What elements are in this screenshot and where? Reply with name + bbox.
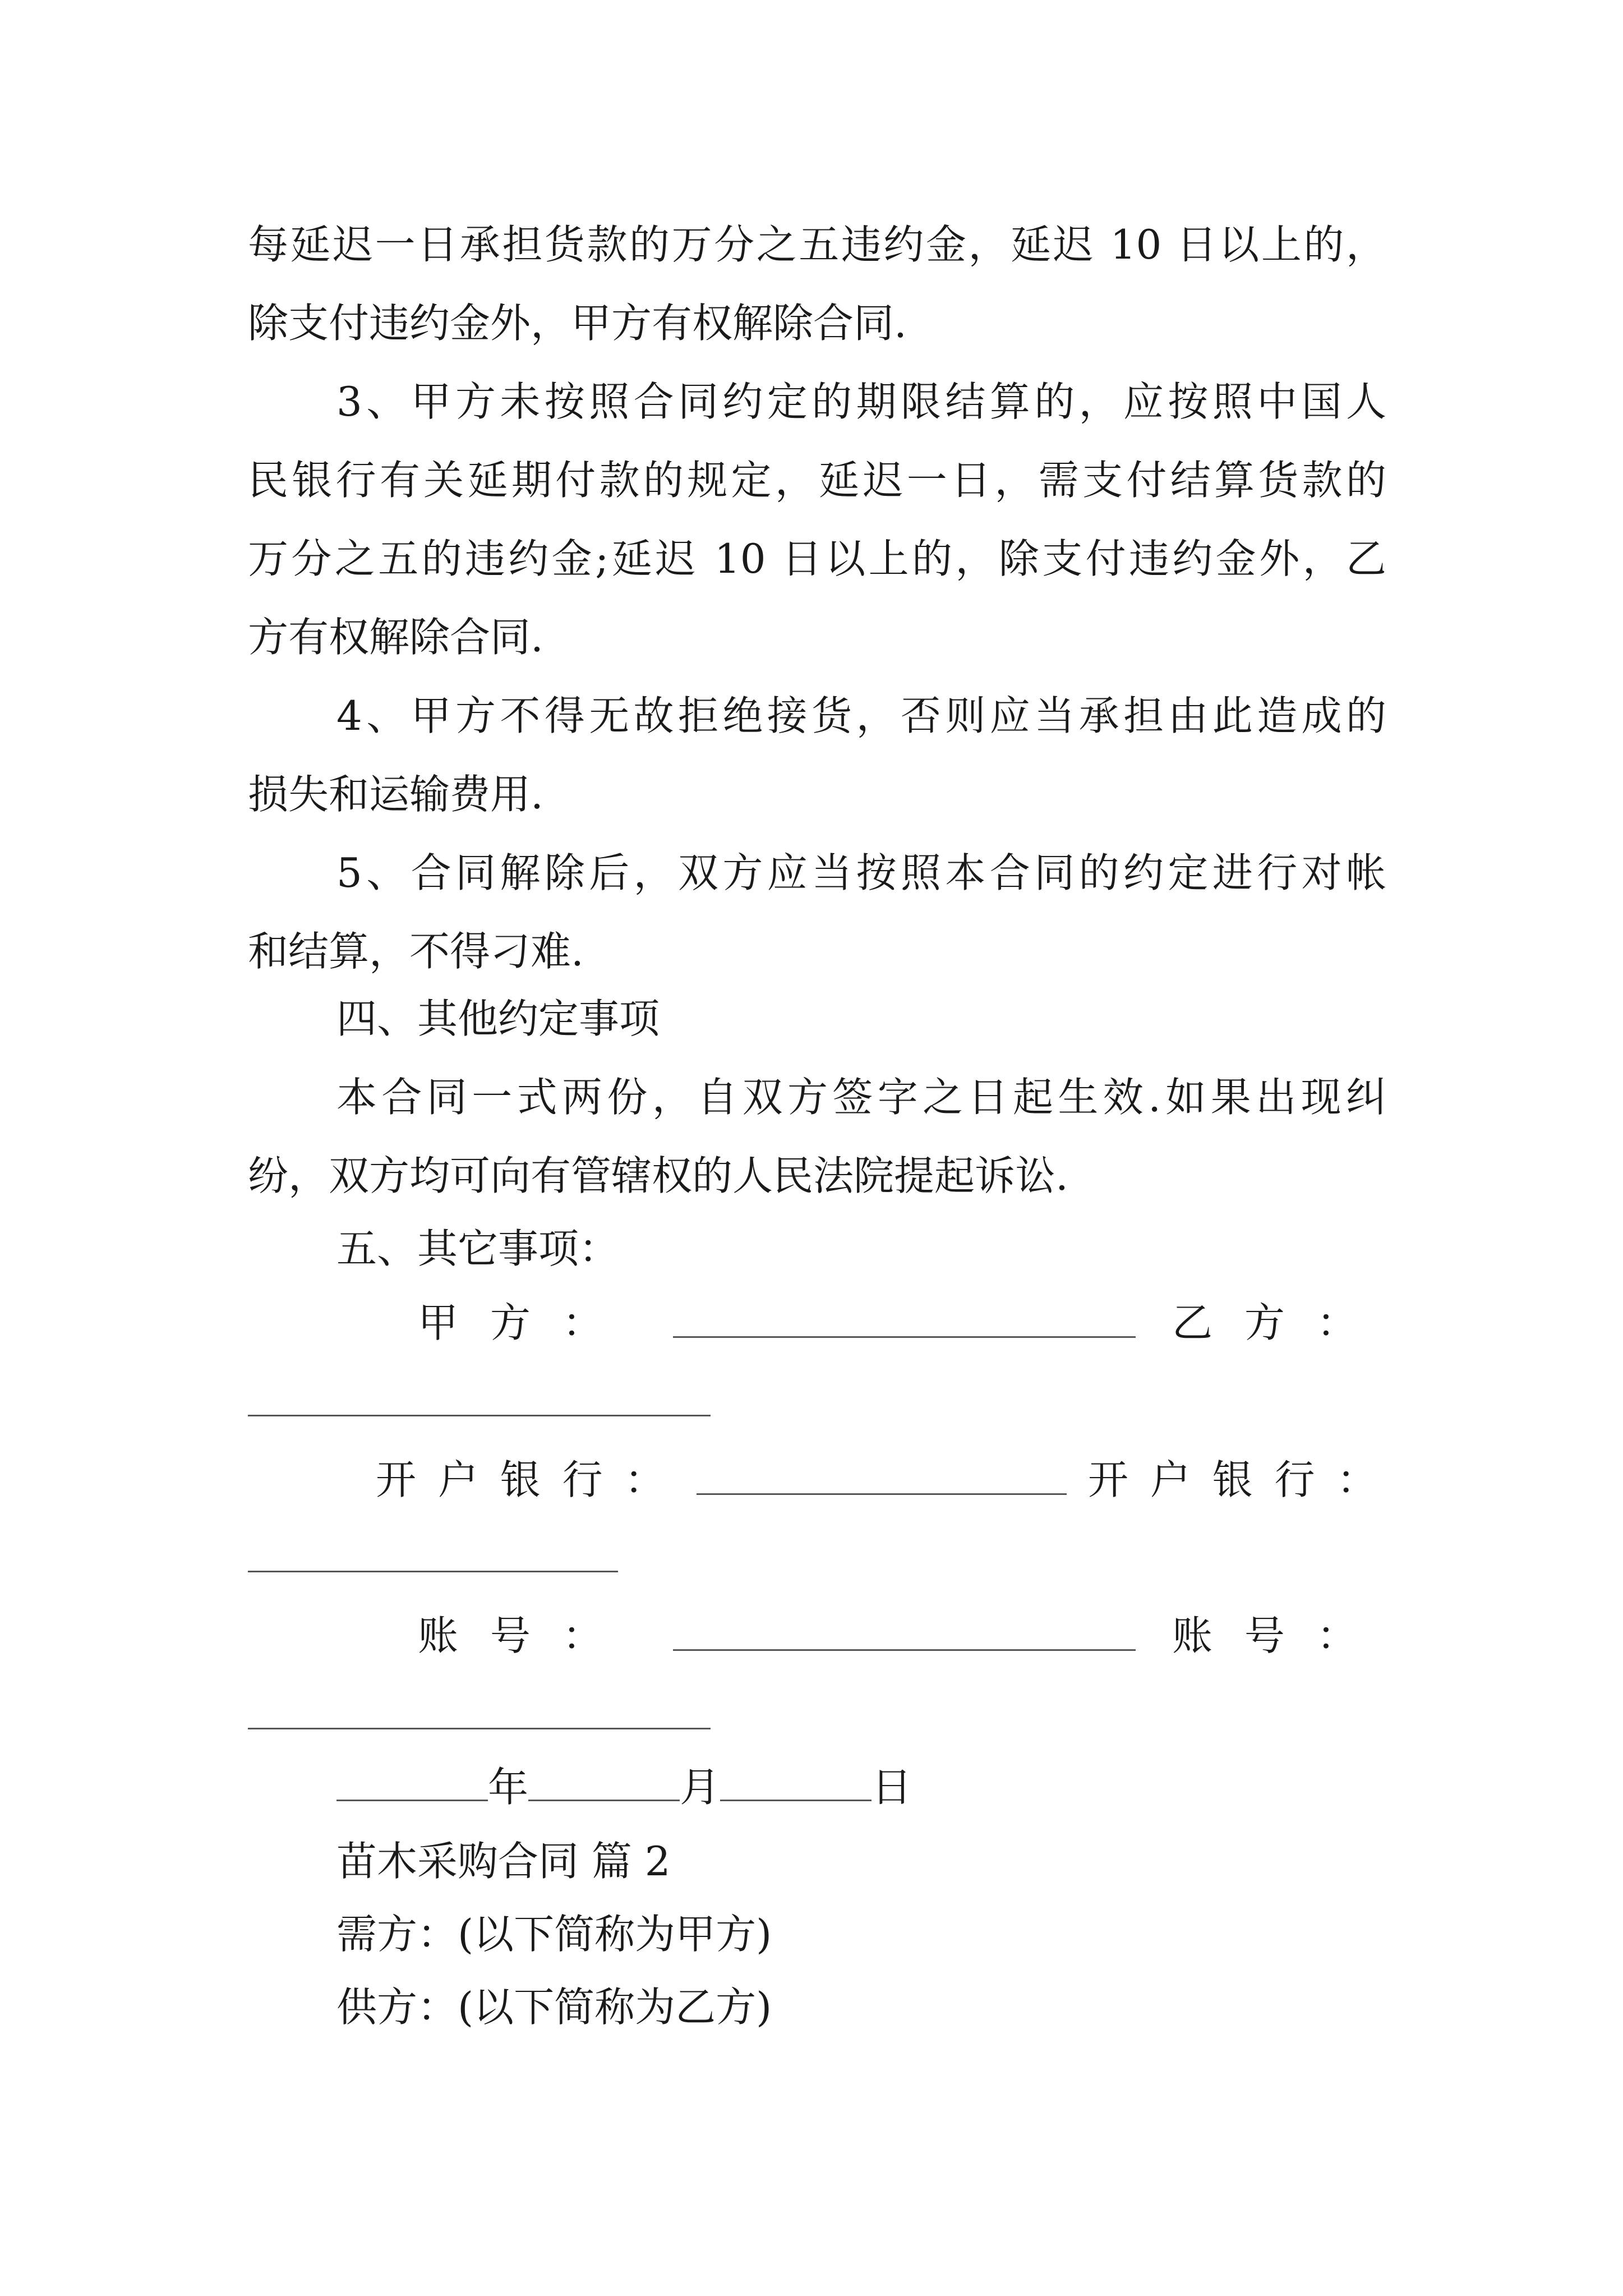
year-label: 年 bbox=[488, 1764, 529, 1811]
party-b-label: 乙 方 ： bbox=[1172, 1299, 1357, 1346]
bank-a-label: 开 户 银 行 ： bbox=[376, 1456, 665, 1503]
clause-3-line-2: 民银行有关延期付款的规定，延迟一日，需支付结算货款的 bbox=[248, 457, 1386, 504]
account-a-label: 账 号 ： bbox=[418, 1612, 603, 1659]
bank-b-blank bbox=[248, 1571, 618, 1572]
bank-b-label: 开 户 银 行 ： bbox=[1088, 1456, 1377, 1503]
section-4-heading: 四、其他约定事项 bbox=[336, 995, 660, 1042]
clause-3-line-1: 3、甲方未按照合同约定的期限结算的，应按照中国人 bbox=[336, 378, 1386, 425]
account-b-label: 账 号 ： bbox=[1172, 1612, 1357, 1659]
supplier-line: 供方：(以下简称为乙方) bbox=[336, 1984, 772, 2031]
body-line-2: 除支付违约金外，甲方有权解除合同. bbox=[248, 300, 907, 347]
party-b-blank bbox=[248, 1415, 711, 1416]
bank-a-blank bbox=[697, 1493, 1067, 1495]
year-blank bbox=[336, 1767, 488, 1801]
clause-3-line-4: 方有权解除合同. bbox=[248, 614, 543, 661]
account-b-blank bbox=[248, 1728, 711, 1729]
contract-2-title: 苗木采购合同 篇 2 bbox=[336, 1838, 671, 1885]
date-line bbox=[336, 1760, 1009, 1814]
day-blank bbox=[720, 1767, 872, 1801]
party-a-label: 甲 方 ： bbox=[418, 1299, 603, 1346]
body-line-1: 每延迟一日承担货款的万分之五违约金，延迟 10 日以上的， bbox=[248, 221, 1386, 268]
clause-5-line-2: 和结算，不得刁难. bbox=[248, 928, 584, 975]
section-4-line-2: 纷，双方均可向有管辖权的人民法院提起诉讼. bbox=[248, 1152, 1068, 1199]
clause-5-line-1: 5、合同解除后，双方应当按照本合同的约定进行对帐 bbox=[336, 849, 1386, 896]
clause-4-line-1: 4、甲方不得无故拒绝接货，否则应当承担由此造成的 bbox=[336, 692, 1386, 739]
account-a-blank bbox=[673, 1649, 1136, 1651]
section-5-heading: 五、其它事项： bbox=[336, 1225, 620, 1272]
clause-3-line-3: 万分之五的违约金;延迟 10 日以上的，除支付违约金外，乙 bbox=[248, 535, 1386, 582]
month-label: 月 bbox=[680, 1764, 721, 1811]
day-label: 日 bbox=[872, 1764, 912, 1811]
party-a-blank bbox=[673, 1336, 1136, 1338]
clause-4-line-2: 损失和运输费用. bbox=[248, 771, 543, 818]
section-4-line-1: 本合同一式两份，自双方签字之日起生效.如果出现纠 bbox=[336, 1074, 1386, 1121]
month-blank bbox=[528, 1767, 680, 1801]
buyer-line: 需方：(以下简称为甲方) bbox=[336, 1911, 772, 1958]
